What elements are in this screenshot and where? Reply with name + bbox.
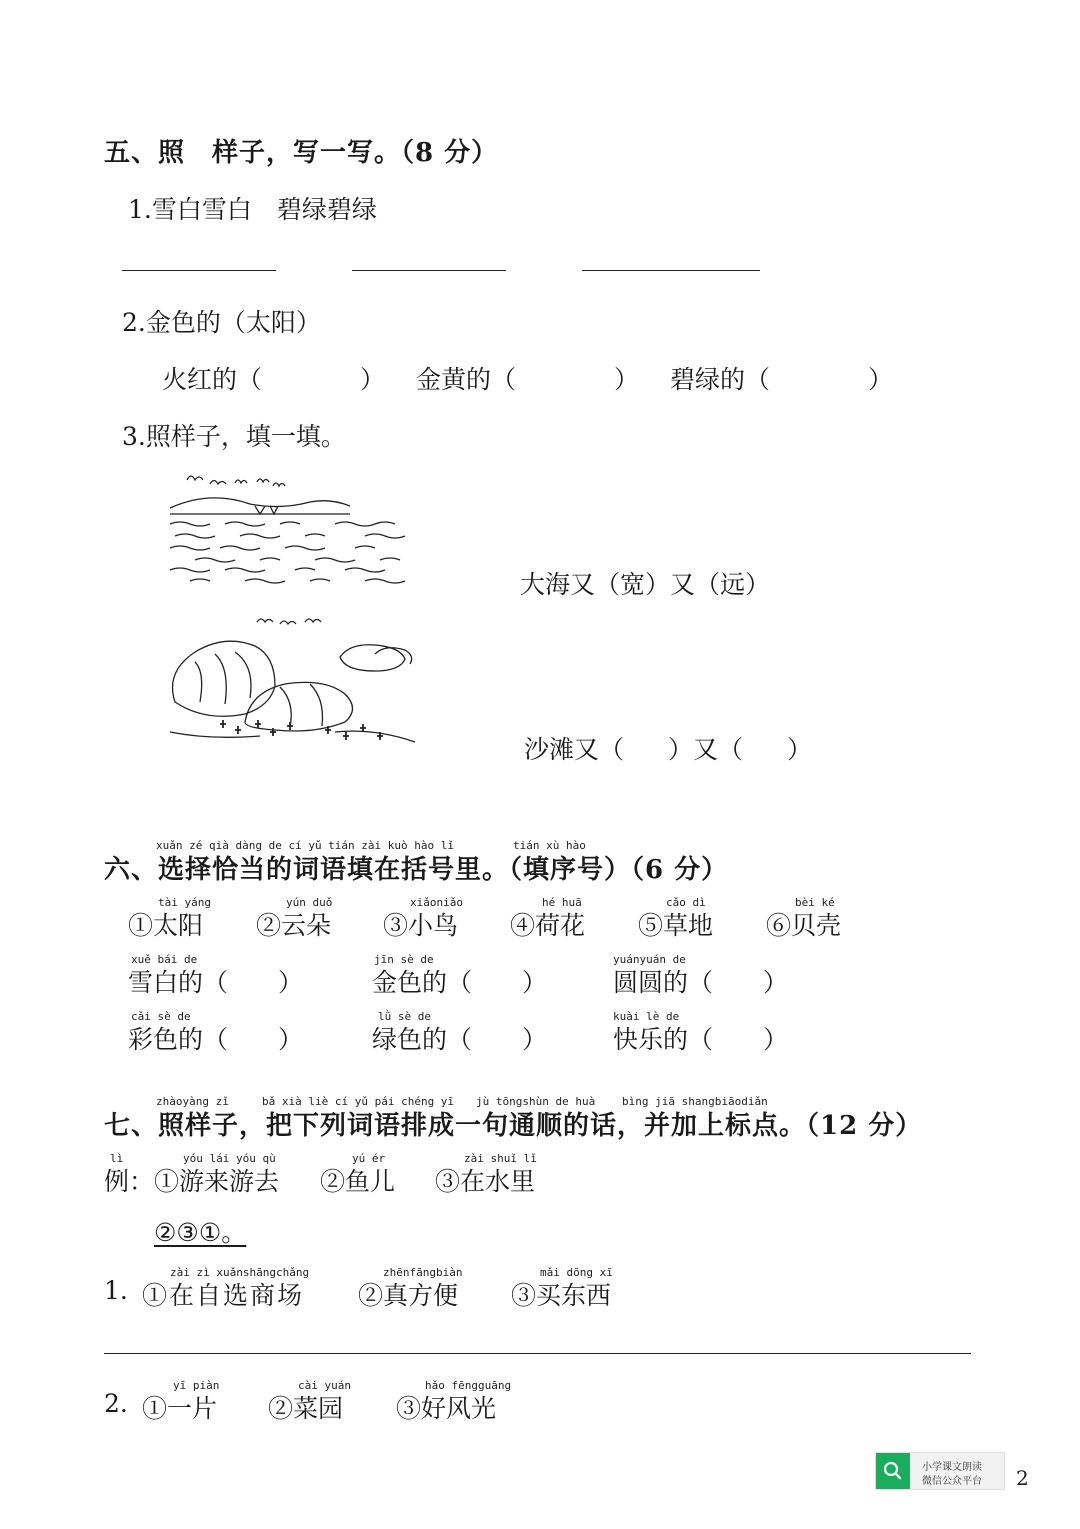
section6-title-pinyin-2: tián xù hào: [513, 839, 586, 852]
q2-example: 2.金色的（太阳）: [122, 308, 321, 337]
q2-item-3: 碧绿的（ ）: [670, 365, 894, 394]
section6-title: 六、选择恰当的词语填在括号里。（填序号）（6 分）: [104, 855, 729, 885]
q2-number: 2.: [104, 1389, 128, 1418]
option-pinyin: tài yáng: [158, 896, 211, 909]
example-pinyin: yú ér: [352, 1152, 386, 1165]
blank-xuebai[interactable]: 雪白的（ ）: [128, 968, 304, 997]
q2-item-3: ③好风光: [396, 1394, 497, 1423]
blank-caise[interactable]: 彩色的（ ）: [128, 1025, 304, 1054]
blank-pinyin: kuài lè de: [613, 1010, 680, 1023]
example-item-1: ①游来游去: [154, 1167, 280, 1196]
page-number: 2: [1016, 1466, 1029, 1490]
option-pinyin: cǎo dì: [666, 896, 706, 909]
q2-item-1: ①一片: [142, 1394, 218, 1423]
section7-title-pinyin-3: jù tōngshùn de huà: [476, 1095, 596, 1108]
q1-example: 1.雪白雪白 碧绿碧绿: [128, 195, 377, 224]
example-label: 例：: [104, 1167, 155, 1196]
q1-item-2: ②真方便: [358, 1281, 459, 1310]
option-3: ③小鸟: [383, 911, 459, 940]
example-answer: ②③①。: [154, 1218, 247, 1247]
answer-line-2[interactable]: [352, 270, 506, 271]
q2-pinyin: cài yuán: [298, 1379, 351, 1392]
option-4: ④荷花: [510, 911, 586, 940]
section7-title-pinyin-2: bǎ xià liè cí yǔ pái chéng yī: [262, 1095, 455, 1108]
q1-item-3: ③买东西: [511, 1281, 612, 1310]
beach-illustration: [165, 612, 420, 752]
badge-line1: 小学课文朗读: [922, 1462, 982, 1473]
q2-item-1: 火红的（ ）: [162, 365, 386, 394]
option-6: ⑥贝壳: [766, 911, 842, 940]
q1-number: 1.: [104, 1276, 128, 1305]
section7-title-pinyin-1: zhàoyàng zǐ: [156, 1095, 229, 1108]
q2-pinyin: hǎo fēngguāng: [425, 1379, 512, 1392]
q2-item-2: ②菜园: [268, 1394, 344, 1423]
q1-answer-line[interactable]: [104, 1353, 971, 1354]
section6-title-pinyin-1: xuǎn zé qià dàng de cí yǔ tián zài kuò hào lǐ: [156, 839, 455, 852]
example-item-2: ②鱼儿: [320, 1167, 396, 1196]
badge-line2: 微信公众平台: [922, 1476, 982, 1487]
section7-title: 七、照样子，把下列词语排成一句通顺的话，并加上标点。（12 分）: [104, 1111, 923, 1141]
option-pinyin: yún duǒ: [286, 896, 333, 909]
q1-pinyin: zhēnfāngbiàn: [383, 1266, 463, 1279]
wechat-badge: [875, 1452, 1005, 1490]
blank-pinyin: jīn sè de: [374, 953, 434, 966]
blank-pinyin: cǎi sè de: [131, 1010, 191, 1023]
section7-title-pinyin-4: bìng jiā shangbiāodiǎn: [622, 1095, 768, 1108]
option-1: ①太阳: [128, 911, 204, 940]
answer-line-1[interactable]: [122, 270, 276, 271]
option-pinyin: hé huā: [542, 896, 582, 909]
q1-pinyin: zài zì xuǎnshāngchǎng: [170, 1266, 310, 1279]
q2-pinyin: yī piàn: [173, 1379, 220, 1392]
answer-line-3[interactable]: [582, 270, 760, 271]
example-pinyin: yóu lái yóu qù: [183, 1152, 276, 1165]
sea-illustration: [165, 468, 425, 593]
q3-prompt: 3.照样子，填一填。: [122, 422, 346, 451]
option-pinyin: bèi ké: [795, 896, 835, 909]
example-item-3: ③在水里: [435, 1167, 536, 1196]
q2-item-2: 金黄的（ ）: [416, 365, 640, 394]
option-2: ②云朵: [256, 911, 332, 940]
blank-jinse[interactable]: 金色的（ ）: [372, 968, 548, 997]
blank-kuaile[interactable]: 快乐的（ ）: [613, 1025, 789, 1054]
blank-pinyin: lǜ sè de: [378, 1010, 431, 1023]
blank-pinyin: yuányuán de: [613, 953, 686, 966]
blank-yuanyuan[interactable]: 圆圆的（ ）: [613, 968, 789, 997]
example-pinyin: zài shuǐ lǐ: [464, 1152, 537, 1165]
beach-sentence: 沙滩又（ ）又（ ）: [524, 735, 813, 764]
blank-luse[interactable]: 绿色的（ ）: [372, 1025, 548, 1054]
section5-title: 五、照 样子，写一写。（8 分）: [104, 138, 499, 168]
q1-pinyin: mǎi dōng xī: [540, 1266, 613, 1279]
q1-item-1: ①在自选商场: [142, 1281, 305, 1310]
blank-pinyin: xuě bái de: [131, 953, 198, 966]
option-pinyin: xiǎoniǎo: [410, 896, 463, 909]
option-5: ⑤草地: [638, 911, 714, 940]
search-icon: [876, 1453, 910, 1489]
sea-sentence: 大海又（宽）又（远）: [520, 570, 771, 599]
example-label-pinyin: lì: [110, 1152, 124, 1165]
